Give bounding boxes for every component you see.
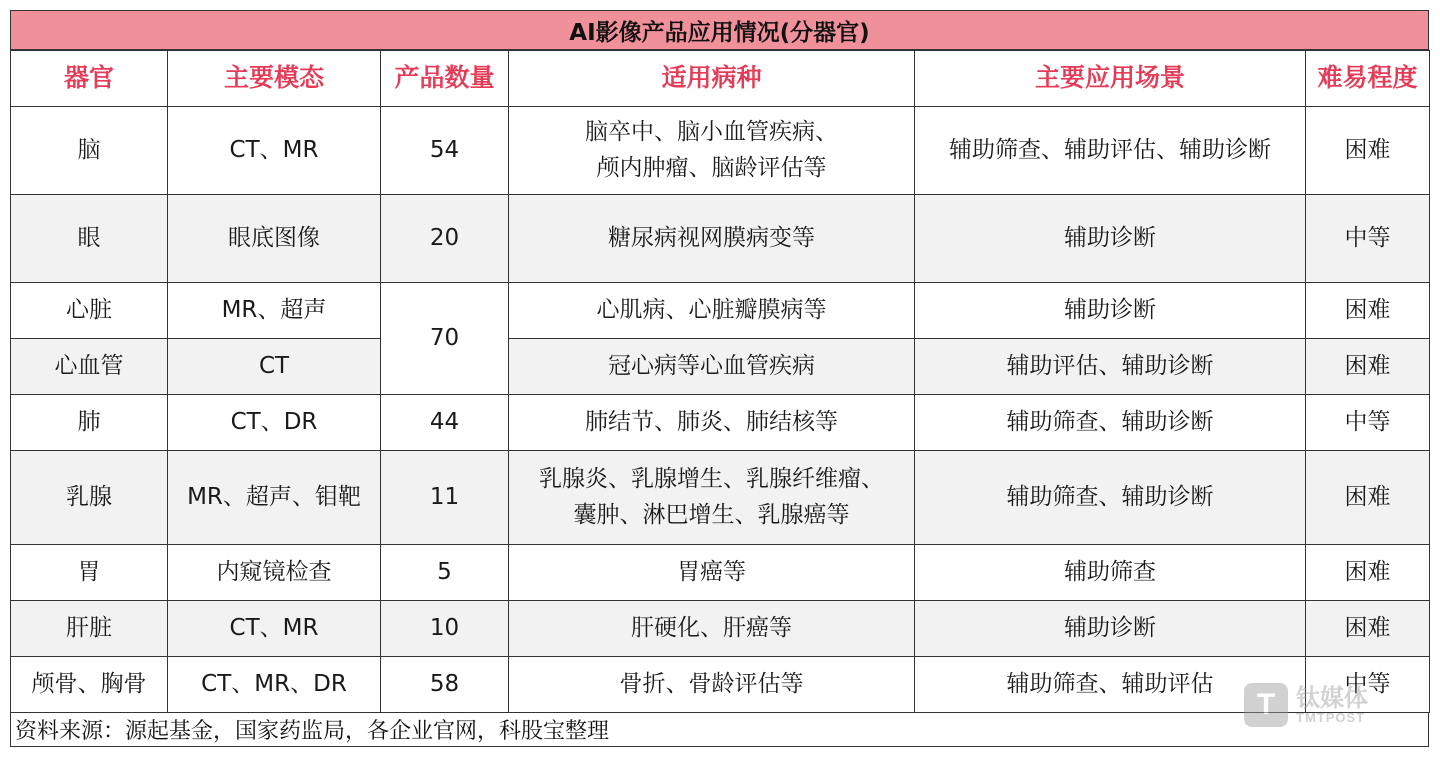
cell-difficulty: 中等 [1306,657,1430,713]
cell-scenario: 辅助评估、辅助诊断 [915,339,1306,395]
tmtpost-watermark [1244,682,1394,728]
cell-organ: 脑 [11,107,168,195]
cell-modality: MR、超声 [168,283,381,339]
cell-scenario: 辅助诊断 [915,283,1306,339]
table-row [11,395,1430,451]
cell-difficulty: 困难 [1306,545,1430,601]
cell-organ: 颅骨、胸骨 [11,657,168,713]
header-difficulty: 难易程度 [1306,51,1430,107]
cell-scenario: 辅助筛查 [915,545,1306,601]
cell-modality: CT [168,339,381,395]
cell-modality: 眼底图像 [168,195,381,283]
cell-count: 11 [381,451,509,545]
header-modality: 主要模态 [168,51,381,107]
table-row [11,601,1430,657]
cell-count: 44 [381,395,509,451]
header-row [11,51,1430,107]
cell-organ: 肺 [11,395,168,451]
cell-count: 58 [381,657,509,713]
cell-scenario: 辅助筛查、辅助评估、辅助诊断 [915,107,1306,195]
cell-count: 70 [381,283,509,395]
cell-modality: CT、DR [168,395,381,451]
cell-disease: 骨折、骨龄评估等 [509,657,915,713]
table-row [11,657,1430,713]
cell-disease: 冠心病等心血管疾病 [509,339,915,395]
header-organ: 器官 [11,51,168,107]
tmtpost-logo-icon: T [1244,683,1288,727]
cell-count: 20 [381,195,509,283]
cell-difficulty: 困难 [1306,339,1430,395]
source-note: 资料来源：源起基金，国家药监局，各企业官网，科股宝整理 [10,713,1429,747]
cell-disease: 肺结节、肺炎、肺结核等 [509,395,915,451]
cell-disease: 心肌病、心脏瓣膜病等 [509,283,915,339]
cell-organ: 眼 [11,195,168,283]
cell-disease: 糖尿病视网膜病变等 [509,195,915,283]
cell-disease: 胃癌等 [509,545,915,601]
header-disease: 适用病种 [509,51,915,107]
cell-difficulty: 中等 [1306,395,1430,451]
cell-difficulty: 中等 [1306,195,1430,283]
cell-organ: 肝脏 [11,601,168,657]
cell-disease-line: 囊肿、淋巴增生、乳腺癌等 [573,501,850,528]
cell-scenario: 辅助筛查、辅助诊断 [915,451,1306,545]
cell-difficulty: 困难 [1306,107,1430,195]
cell-count: 10 [381,601,509,657]
cell-organ: 心血管 [11,339,168,395]
cell-disease [509,107,915,195]
cell-modality: CT、MR [168,601,381,657]
watermark-cn: 钛媒体 [1296,683,1368,712]
cell-scenario: 辅助筛查、辅助评估 [915,657,1306,713]
watermark-text [1296,683,1368,725]
cell-modality: 内窥镜检查 [168,545,381,601]
cell-disease-line: 乳腺炎、乳腺增生、乳腺纤维瘤、 [539,465,884,492]
cell-difficulty: 困难 [1306,601,1430,657]
table-row [11,339,1430,395]
cell-organ: 胃 [11,545,168,601]
table-row [11,545,1430,601]
cell-scenario: 辅助诊断 [915,601,1306,657]
table-row [11,283,1430,339]
cell-count: 54 [381,107,509,195]
cell-disease [509,451,915,545]
table-row [11,107,1430,195]
table-title: AI影像产品应用情况(分器官) [10,10,1429,50]
cell-modality: CT、MR、DR [168,657,381,713]
cell-organ: 心脏 [11,283,168,339]
table-row [11,451,1430,545]
cell-modality: CT、MR [168,107,381,195]
watermark-en: TMTPOST [1296,709,1366,725]
cell-scenario: 辅助筛查、辅助诊断 [915,395,1306,451]
cell-scenario: 辅助诊断 [915,195,1306,283]
cell-disease-line: 脑卒中、脑小血管疾病、 [585,118,838,145]
cell-organ: 乳腺 [11,451,168,545]
cell-difficulty: 困难 [1306,451,1430,545]
header-count: 产品数量 [381,51,509,107]
cell-modality: MR、超声、钼靶 [168,451,381,545]
cell-disease: 肝硬化、肝癌等 [509,601,915,657]
table-frame [10,10,1429,747]
cell-difficulty: 困难 [1306,283,1430,339]
cell-disease-line: 颅内肿瘤、脑龄评估等 [596,154,827,181]
table-row [11,195,1430,283]
header-scenario: 主要应用场景 [915,51,1306,107]
cell-count: 5 [381,545,509,601]
data-table [10,50,1430,713]
